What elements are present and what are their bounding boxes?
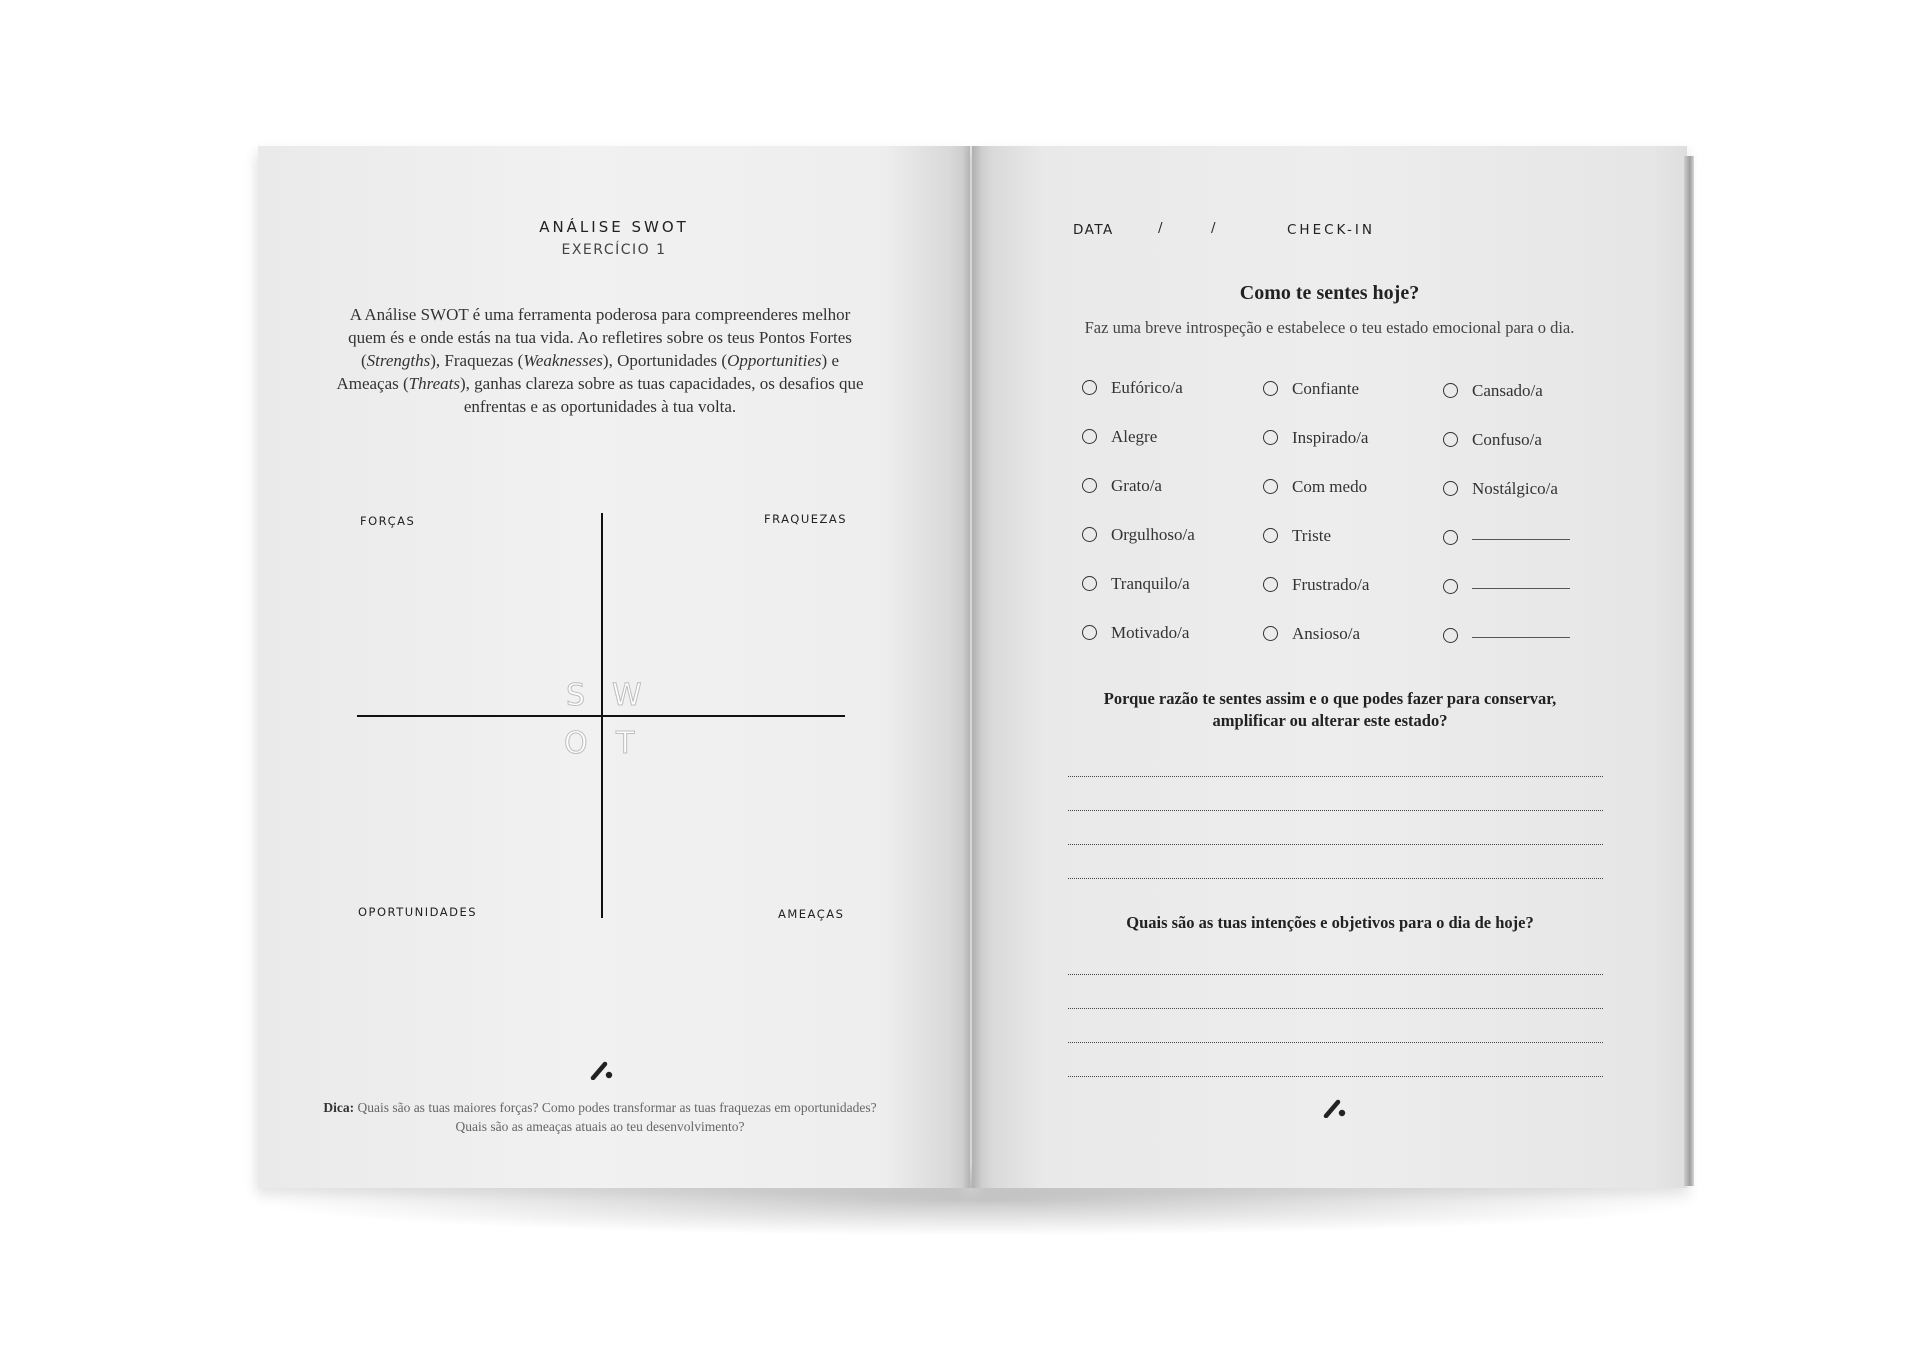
- option-label: Alegre: [1111, 427, 1158, 446]
- radio-circle-icon[interactable]: [1082, 527, 1097, 542]
- intro-threats: Threats: [408, 374, 460, 393]
- option-label: Orgulhoso/a: [1111, 525, 1195, 544]
- radio-circle-icon[interactable]: [1443, 432, 1458, 447]
- writing-line[interactable]: [1068, 974, 1603, 975]
- quadrant-label-fraquezas: FRAQUEZAS: [764, 512, 848, 526]
- radio-circle-icon[interactable]: [1082, 478, 1097, 493]
- intro-weaknesses: Weaknesses: [523, 351, 603, 370]
- intro-text-4: ) e Ameaças (: [336, 351, 839, 393]
- option-com-medo[interactable]: [1263, 477, 1367, 497]
- writing-line[interactable]: [1068, 1042, 1603, 1043]
- writing-line[interactable]: [1068, 776, 1603, 777]
- tip-line-2: Quais são as ameaças atuais ao teu desenvolvimento?: [455, 1119, 745, 1134]
- option-label: Confiante: [1292, 379, 1360, 398]
- write-in-line[interactable]: [1472, 637, 1570, 638]
- radio-circle-icon[interactable]: [1082, 576, 1097, 591]
- option-alegre[interactable]: [1082, 427, 1157, 447]
- write-in-line[interactable]: [1472, 539, 1570, 540]
- tip-text: [300, 1098, 900, 1136]
- quadrant-label-ameacas: AMEAÇAS: [778, 907, 845, 921]
- radio-circle-icon[interactable]: [1443, 481, 1458, 496]
- page-stack-edge: [1684, 156, 1694, 1186]
- tip-label: Dica:: [323, 1100, 355, 1115]
- option-label: Cansado/a: [1472, 381, 1543, 400]
- exercise-subtitle: EXERCÍCIO 1: [561, 242, 667, 258]
- brand-logo-icon: [590, 1060, 614, 1080]
- option-label: Inspirado/a: [1292, 428, 1369, 447]
- radio-circle-icon[interactable]: [1263, 381, 1278, 396]
- option-blank-1[interactable]: [1443, 528, 1570, 548]
- swot-letter-s: S: [566, 678, 586, 713]
- intro-text-5: ), ganhas clareza sobre as tuas capacidades, os desafios que enfrentas e as oportunidades à tua volta.: [459, 374, 864, 416]
- intro-text-1: A Análise SWOT é uma ferramenta poderosa para compreenderes melhor quem és e onde estás na tua vida. Ao refletires sobre os teus Pontos Fortes (: [348, 305, 852, 370]
- swot-intro-paragraph: [330, 303, 870, 418]
- option-confuso[interactable]: [1443, 430, 1542, 450]
- option-triste[interactable]: [1263, 526, 1331, 546]
- radio-circle-icon[interactable]: [1443, 530, 1458, 545]
- radio-circle-icon[interactable]: [1082, 429, 1097, 444]
- intentions-question: Quais são as tuas intenções e objetivos para o dia de hoje?: [1126, 913, 1534, 932]
- write-in-line[interactable]: [1472, 588, 1570, 589]
- option-confiante[interactable]: [1263, 379, 1359, 399]
- reason-question-line-1: Porque razão te sentes assim e o que podes fazer para conservar,: [1103, 689, 1557, 708]
- radio-circle-icon[interactable]: [1443, 579, 1458, 594]
- intro-text-3: ), Oportunidades (: [602, 351, 728, 370]
- writing-line[interactable]: [1068, 810, 1603, 811]
- date-separator-1: /: [1158, 220, 1165, 236]
- radio-circle-icon[interactable]: [1263, 626, 1278, 641]
- option-label: Com medo: [1292, 477, 1368, 496]
- brand-logo-icon: [1323, 1098, 1347, 1118]
- option-label: Triste: [1292, 526, 1332, 545]
- date-separator-2: /: [1211, 220, 1218, 236]
- reason-question-line-2: amplificar ou alterar este estado?: [1212, 711, 1448, 730]
- date-label: DATA: [1073, 222, 1114, 238]
- quadrant-label-oportunidades: OPORTUNIDADES: [358, 905, 478, 919]
- swot-letter-o: O: [564, 726, 588, 761]
- radio-circle-icon[interactable]: [1082, 625, 1097, 640]
- writing-line[interactable]: [1068, 1008, 1603, 1009]
- feeling-question-title: Como te sentes hoje?: [1239, 282, 1420, 304]
- option-label: Tranquilo/a: [1111, 574, 1190, 593]
- radio-circle-icon[interactable]: [1443, 628, 1458, 643]
- radio-circle-icon[interactable]: [1263, 528, 1278, 543]
- feeling-question-subtitle: Faz uma breve introspeção e estabelece o teu estado emocional para o dia.: [1084, 318, 1575, 337]
- checkin-header: CHECK-IN: [1287, 222, 1375, 238]
- option-orgulhoso[interactable]: [1082, 525, 1195, 545]
- radio-circle-icon[interactable]: [1263, 430, 1278, 445]
- option-label: Nostálgico/a: [1472, 479, 1558, 498]
- reason-question: [1080, 688, 1580, 732]
- writing-line[interactable]: [1068, 844, 1603, 845]
- swot-letter-w: W: [612, 678, 642, 713]
- option-euforico[interactable]: [1082, 378, 1183, 398]
- option-label: Motivado/a: [1111, 623, 1190, 642]
- option-nostalgico[interactable]: [1443, 479, 1558, 499]
- option-label: Eufórico/a: [1111, 378, 1183, 397]
- option-blank-3[interactable]: [1443, 626, 1570, 646]
- intro-text-2: ), Fraquezas (: [430, 351, 524, 370]
- intro-opportunities: Opportunities: [727, 351, 822, 370]
- radio-circle-icon[interactable]: [1263, 479, 1278, 494]
- option-label: Grato/a: [1111, 476, 1162, 495]
- intro-strengths: Strengths: [366, 351, 431, 370]
- writing-line[interactable]: [1068, 1076, 1603, 1077]
- option-blank-2[interactable]: [1443, 577, 1570, 597]
- option-cansado[interactable]: [1443, 381, 1543, 401]
- option-label: Frustrado/a: [1292, 575, 1370, 594]
- writing-line[interactable]: [1068, 878, 1603, 879]
- tip-line-1: Quais são as tuas maiores forças? Como podes transformar as tuas fraquezas em oportunidades?: [354, 1100, 877, 1115]
- option-frustrado[interactable]: [1263, 575, 1369, 595]
- swot-letter-t: T: [616, 726, 635, 761]
- radio-circle-icon[interactable]: [1263, 577, 1278, 592]
- radio-circle-icon[interactable]: [1443, 383, 1458, 398]
- option-label: Ansioso/a: [1292, 624, 1360, 643]
- swot-title: ANÁLISE SWOT: [539, 218, 689, 236]
- quadrant-label-forcas: FORÇAS: [360, 514, 416, 528]
- option-label: Confuso/a: [1472, 430, 1542, 449]
- option-motivado[interactable]: [1082, 623, 1189, 643]
- option-grato[interactable]: [1082, 476, 1162, 496]
- swot-horizontal-axis: [357, 715, 845, 717]
- option-inspirado[interactable]: [1263, 428, 1368, 448]
- option-ansioso[interactable]: [1263, 624, 1360, 644]
- option-tranquilo[interactable]: [1082, 574, 1190, 594]
- radio-circle-icon[interactable]: [1082, 380, 1097, 395]
